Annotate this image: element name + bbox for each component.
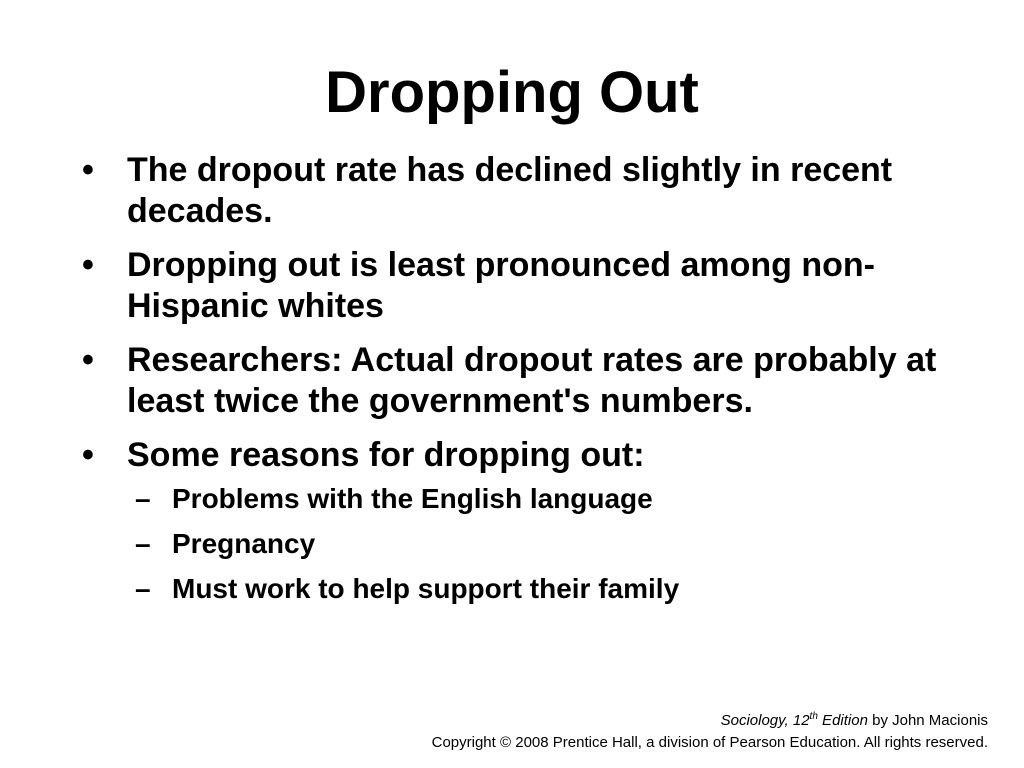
book-title bbox=[721, 712, 868, 729]
slide-title: Dropping Out bbox=[325, 60, 699, 125]
bullet-text: Some reasons for dropping out: bbox=[127, 436, 645, 474]
sub-bullet-marker: – bbox=[135, 483, 151, 514]
copyright-word: Copyright bbox=[431, 734, 500, 751]
author: by John Macionis bbox=[867, 712, 988, 729]
sub-bullet-marker: – bbox=[135, 573, 151, 604]
bullet-text: Dropping out is least pronounced among non-Hispanic whites bbox=[127, 246, 875, 325]
bullet-item bbox=[82, 435, 962, 606]
sub-bullet-marker: – bbox=[135, 528, 151, 559]
bullet-item bbox=[82, 340, 962, 422]
bullet-marker: • bbox=[82, 246, 94, 284]
sub-bullet-list bbox=[127, 482, 962, 606]
edition-word: Edition bbox=[817, 712, 868, 729]
sub-bullet-text: Must work to help support their family bbox=[172, 573, 680, 604]
footer-book-line bbox=[432, 710, 988, 732]
book-title-text: Sociology, 12 bbox=[720, 712, 810, 729]
copyright-symbol: © bbox=[500, 734, 512, 751]
sub-bullet-text: Problems with the English language bbox=[172, 483, 653, 514]
sub-bullet-text: Pregnancy bbox=[172, 528, 316, 559]
bullet-text: Researchers: Actual dropout rates are probably at least twice the government's numbers. bbox=[127, 341, 937, 420]
bullet-item bbox=[82, 150, 962, 232]
bullet-list bbox=[82, 150, 962, 619]
bullet-item bbox=[82, 245, 962, 327]
sub-bullet-item bbox=[127, 527, 962, 561]
edition-superscript: th bbox=[809, 711, 818, 722]
footer-copyright-line bbox=[432, 732, 988, 754]
copyright-text: 2008 Prentice Hall, a division of Pearson Education. All rights reserved. bbox=[511, 734, 988, 751]
sub-bullet-item bbox=[127, 482, 962, 516]
bullet-text: The dropout rate has declined slightly in recent decades. bbox=[127, 151, 893, 230]
sub-bullet-item bbox=[127, 572, 962, 606]
bullet-marker: • bbox=[82, 151, 94, 189]
footer bbox=[432, 710, 988, 754]
bullet-marker: • bbox=[82, 341, 94, 379]
bullet-marker: • bbox=[82, 436, 94, 474]
